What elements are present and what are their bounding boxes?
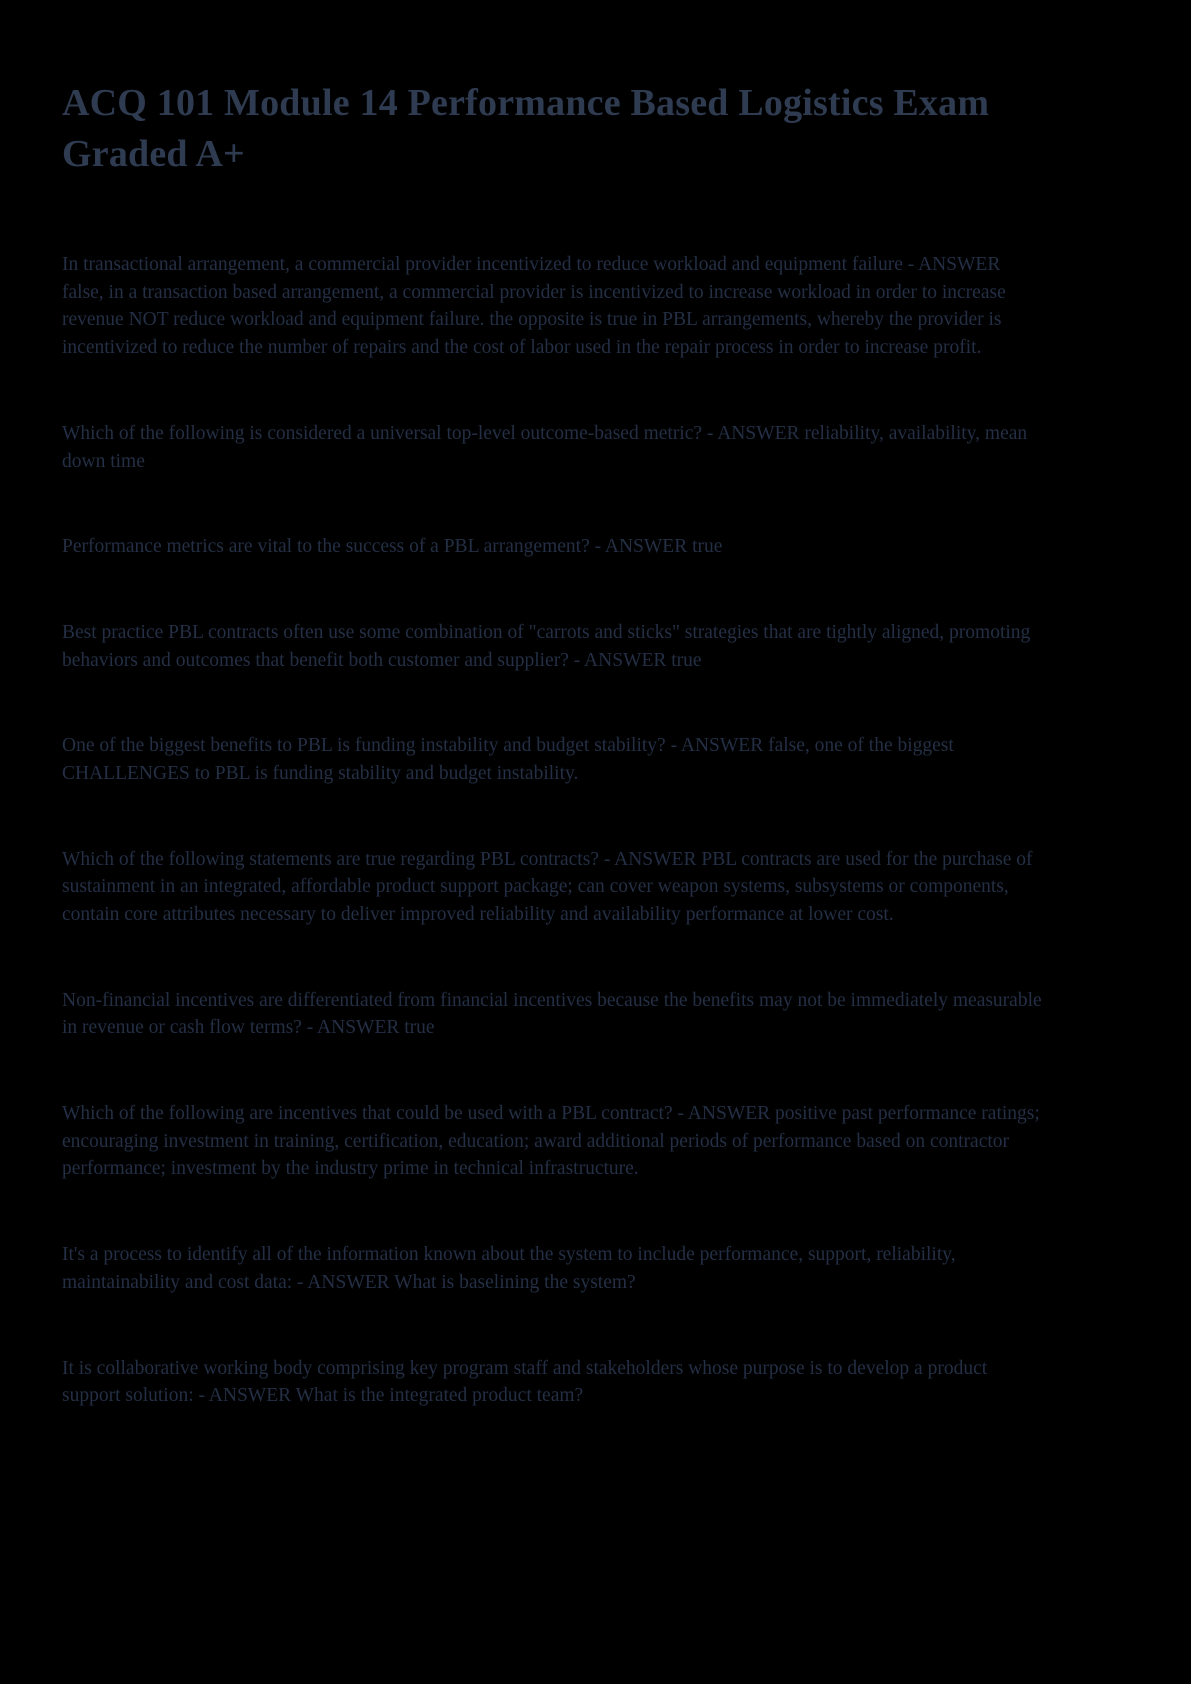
qa-item: One of the biggest benefits to PBL is funding instability and budget stability? - ANSWER false, one of the biggest CHALLENGES to PBL is funding stability and budget instability. — [62, 735, 954, 784]
qa-item: Which of the following statements are true regarding PBL contracts? - ANSWER PBL contracts are used for the purchase of sustainment in an integrated, affordable product support package; can cover weapon systems, subsystems or components, contain core attributes necessary to deliver improved reliability and availability performance at lower cost. — [62, 848, 1033, 925]
qa-item: Which of the following are incentives that could be used with a PBL contract? - ANSWER positive past performance ratings; encouraging investment in training, certification, education; award additional periods of performance based on contractor performance; investment by the industry prime in technical infrastructure. — [62, 1103, 1040, 1180]
qa-item: It's a process to identify all of the information known about the system to include performance, support, reliability, maintainability and cost data: - ANSWER What is baselining the system? — [62, 1244, 956, 1293]
qa-item: In transactional arrangement, a commercial provider incentivized to reduce workload and equipment failure - ANSWER false, in a transaction based arrangement, a commercial provider is incentivized to increase workload in order to increase revenue NOT reduce workload and equipment failure. the opposite is true in PBL arrangements, whereby the provider is incentivized to reduce the number of repairs and the cost of labor used in the repair process in order to increase profit. — [62, 254, 1006, 359]
qa-item: Performance metrics are vital to the success of a PBL arrangement? - ANSWER true — [62, 536, 723, 558]
qa-item: Best practice PBL contracts often use some combination of "carrots and sticks" strategies that are tightly aligned, promoting behaviors and outcomes that benefit both customer and supplier? - ANSWER true — [62, 621, 1031, 671]
document-content — [62, 78, 1042, 1410]
qa-item: Non-financial incentives are differentiated from financial incentives because the benefits may not be immediately measurable in revenue or cash flow terms? - ANSWER true — [62, 989, 1042, 1039]
page-title: ACQ 101 Module 14 Performance Based Logistics Exam Graded A+ — [62, 82, 990, 175]
qa-item: Which of the following is considered a universal top-level outcome-based metric? - ANSWER reliability, availability, mean down time — [62, 422, 1028, 472]
qa-list — [62, 251, 1042, 1410]
qa-item: It is collaborative working body comprising key program staff and stakeholders whose purpose is to develop a product support solution: - ANSWER What is the integrated product team? — [62, 1357, 988, 1407]
